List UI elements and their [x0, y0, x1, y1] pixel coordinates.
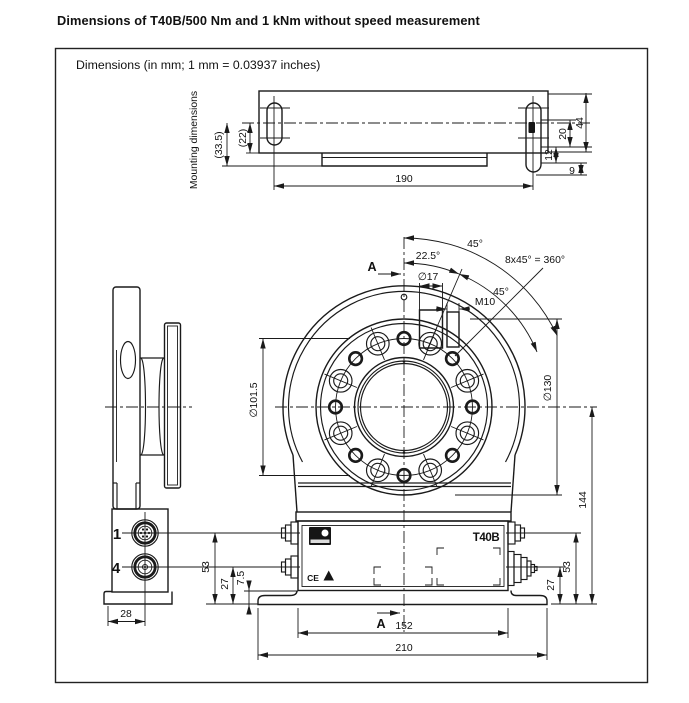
drawing-frame: [56, 49, 648, 683]
dim-22-label: (22): [238, 128, 249, 148]
dim-bolt-circle-label: ∅101.5: [249, 382, 260, 418]
dim-33-5-label: (33.5): [214, 131, 225, 159]
mounting-slot-right: [526, 103, 541, 172]
thread-label: M10: [474, 297, 496, 308]
angle-45-mid-label: 45°: [493, 287, 509, 298]
dim-flange-label: ∅130: [543, 374, 554, 402]
section-label-bottom: A: [376, 617, 386, 631]
dim-190-label: 190: [395, 174, 413, 185]
dim-53-left-label: 53: [201, 561, 212, 573]
dim-20-label: 20: [558, 128, 569, 140]
side-body: [113, 287, 140, 509]
dim-counterbore-label: ∅17: [417, 272, 439, 283]
housing-connector-right-bottom: [508, 552, 537, 586]
page-title: Dimensions of T40B/500 Nm and 1 kNm without speed measurement: [57, 13, 480, 28]
housing: [258, 512, 547, 605]
dim-9-label: 9: [569, 166, 575, 177]
connector-1-label: 1: [112, 526, 122, 543]
dim-12-label: 12: [544, 149, 555, 161]
label-corner-marks: [374, 548, 500, 585]
bolt-pattern-label: 8x45° = 360°: [504, 255, 566, 266]
dim-144-label: 144: [578, 491, 589, 509]
mounting-dimensions-label: Mounting dimensions: [189, 90, 200, 190]
angle-22-5-label: 22.5°: [415, 251, 441, 262]
housing-model-label: T40B: [472, 532, 500, 544]
dim-27-left-label: 27: [220, 578, 231, 590]
side-flange-plate: [165, 323, 181, 488]
dim-28-label: 28: [120, 609, 132, 620]
warning-icon: [324, 571, 335, 581]
dim-7-5-label: 7.5: [236, 570, 247, 586]
front-view: [201, 237, 597, 660]
connector-4-label: 4: [111, 560, 121, 577]
dim-53-right-label: 53: [562, 561, 573, 573]
angle-45-top-label: 45°: [467, 239, 483, 250]
side-view: [104, 287, 300, 626]
ce-mark: CE: [307, 573, 319, 583]
slot-pin: [529, 122, 536, 133]
side-cutout: [121, 342, 136, 379]
dim-44-label: 44: [575, 117, 586, 129]
section-label-top: A: [367, 260, 377, 274]
dimension-note: Dimensions (in mm; 1 mm = 0.03937 inches): [76, 58, 321, 72]
hbm-logo: [309, 527, 331, 545]
dim-210-label: 210: [395, 643, 413, 654]
dim-27-right-label: 27: [546, 579, 557, 591]
mounting-slot-left: [267, 103, 282, 145]
top-view: [189, 91, 592, 190]
thread-slot: [447, 312, 459, 347]
dim-152-label: 152: [395, 621, 413, 632]
